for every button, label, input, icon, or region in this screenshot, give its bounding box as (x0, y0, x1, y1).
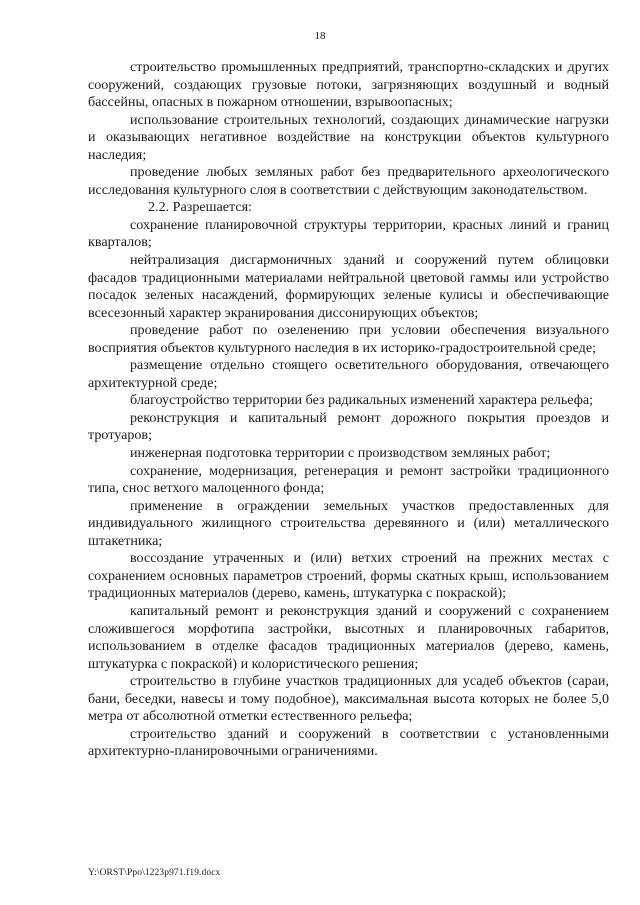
paragraph: сохранение планировочной структуры территории, красных линий и границ кварталов; (88, 216, 609, 251)
paragraph: размещение отдельно стоящего осветительного оборудования, отвечающего архитектурной среде; (88, 357, 609, 391)
paragraph: строительство в глубине участков традиционных для усадеб объектов (сараи, бани, беседки, навесы и тому подобное), максимальная высота которых не более 5,0 метра от абсолютной отметки естественного рельефа; (88, 673, 609, 725)
section-heading: 2.2. Разрешается: (148, 199, 252, 216)
paragraph: капитальный ремонт и реконструкция зданий и сооружений с сохранением сложившегося морфотипа застройки, высотных и планировочных габаритов, использованием в отделке фасадов традиционных материалов (дерево, камень, штукатурка с покраской) и колористического решения; (88, 602, 609, 672)
paragraph: проведение работ по озеленению при условии обеспечения визуального восприятия объектов культурного наследия в их историко-градостроительной среде; (88, 322, 609, 356)
paragraph: реконструкция и капитальный ремонт дорожного покрытия проездов и тротуаров; (88, 409, 609, 444)
paragraph: благоустройство территории без радикальных изменений характера рельефа; (130, 392, 594, 409)
paragraph: применение в ограждении земельных участков предоставленных для индивидуального жилищного строительства деревянного и (или) металлического штакетника; (88, 497, 609, 549)
paragraph: сохранение, модернизация, регенерация и ремонт застройки традиционного типа, снос ветхого малоценного фонда; (88, 462, 609, 497)
paragraph: инженерная подготовка территории с производством земляных работ; (130, 445, 551, 462)
paragraph: проведение любых земляных работ без предварительного археологического исследования культурного слоя в соответствии с действующим законодательством. (88, 164, 609, 198)
footer-file-path: Y:\ORST\Ppo\1223p971.f19.docx (88, 868, 221, 878)
paragraph: использование строительных технологий, создающих динамические нагрузки и оказывающих негативное воздействие на конструкции объектов культурного наследия; (88, 111, 609, 163)
paragraph: строительство зданий и сооружений в соответствии с установленными архитектурно-планировочными ограничениями. (88, 725, 609, 760)
paragraph: нейтрализация дисгармоничных зданий и сооружений путем облицовки фасадов традиционными материалами нейтральной цветовой гаммы или устройство посадок зеленых насаждений, формирующих зеленые кулисы и обеспечивающие всесезонный характер экранирования диссонирующих объектов; (88, 252, 609, 321)
document-body (88, 59, 609, 761)
paragraph: воссоздание утраченных и (или) ветхих строений на прежних местах с сохранением основных параметров строений, формы скатных крыш, использованием традиционных материалов (дерево, камень, штукатурка с покраской); (88, 550, 609, 602)
paragraph: строительство промышленных предприятий, транспортно-складских и других сооружений, создающих грузовые потоки, загрязняющих воздушный и водный бассейны, опасных в пожарном отношении, взрывоопасных; (88, 59, 609, 111)
page-number: 18 (314, 30, 326, 42)
